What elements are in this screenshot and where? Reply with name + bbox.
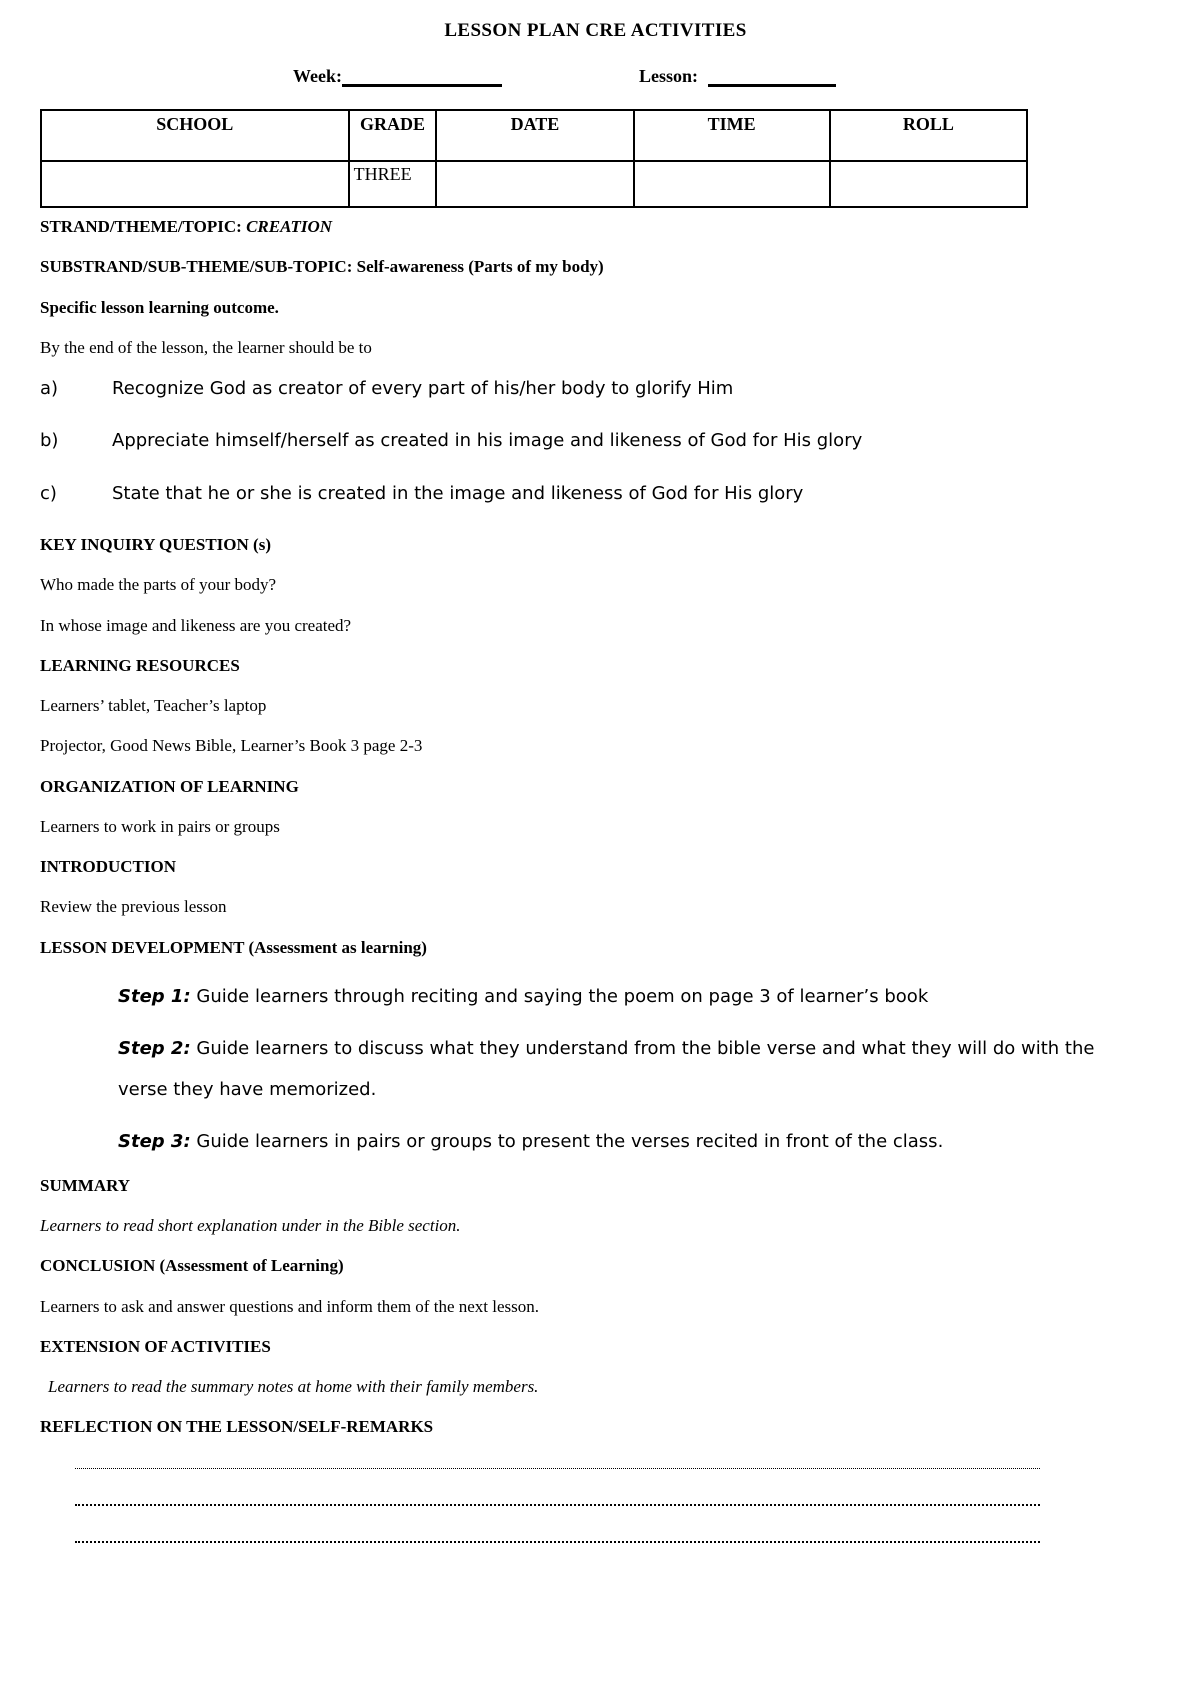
objective-b [40, 429, 1151, 452]
organization-heading: ORGANIZATION OF LEARNING [40, 776, 299, 796]
strand-label: STRAND/THEME/TOPIC: [40, 217, 242, 236]
extension-heading: EXTENSION OF ACTIVITIES [40, 1336, 271, 1356]
organization-text: Learners to work in pairs or groups [40, 816, 280, 836]
key-inquiry-question-1: Who made the parts of your body? [40, 575, 277, 595]
header-school: SCHOOL [41, 110, 349, 161]
objective-a-text: Recognize God as creator of every part of his/her body to glorify Him [112, 378, 734, 399]
reflection-write-line-1[interactable] [75, 1468, 1040, 1469]
strand-value: CREATION [246, 217, 333, 236]
objective-b-label: b) [40, 430, 59, 452]
resources-item-2: Projector, Good News Bible, Learner’s Book 3 page 2-3 [40, 736, 423, 756]
cell-grade[interactable]: THREE [349, 161, 437, 207]
summary-text: Learners to read short explanation under in the Bible section. [40, 1216, 461, 1236]
resources-heading: LEARNING RESOURCES [40, 655, 240, 675]
cell-date[interactable] [436, 161, 633, 207]
reflection-write-line-3[interactable] [75, 1541, 1040, 1543]
introduction-heading: INTRODUCTION [40, 857, 177, 877]
cell-time[interactable] [634, 161, 830, 207]
header-roll: ROLL [830, 110, 1027, 161]
step-1-text: Guide learners through reciting and saying the poem on page 3 of learner’s book [196, 985, 929, 1007]
objective-c [40, 482, 1151, 505]
cell-school[interactable] [41, 161, 349, 207]
table-header-row [41, 110, 1027, 161]
class-info-table [40, 109, 1028, 208]
reflection-heading: REFLECTION ON THE LESSON/SELF-REMARKS [40, 1417, 434, 1437]
lesson-label: Lesson: [639, 66, 699, 86]
substrand-line: SUBSTRAND/SUB-THEME/SUB-TOPIC: Self-awareness (Parts of my body) [40, 257, 604, 277]
step-2-text: Guide learners to discuss what they understand from the bible verse and what they will do with the verse they have memorized. [118, 1038, 1095, 1100]
week-lesson-row [293, 66, 1151, 87]
objective-c-text: State that he or she is created in the image and likeness of God for His glory [112, 482, 804, 504]
extension-text: Learners to read the summary notes at home with their family members. [48, 1377, 539, 1397]
table-row [41, 161, 1027, 207]
resources-item-1: Learners’ tablet, Teacher’s laptop [40, 696, 267, 716]
introduction-text: Review the previous lesson [40, 897, 227, 917]
header-time: TIME [634, 110, 830, 161]
key-inquiry-question-2: In whose image and likeness are you created? [40, 615, 352, 635]
conclusion-text: Learners to ask and answer questions and inform them of the next lesson. [40, 1296, 540, 1316]
development-heading: LESSON DEVELOPMENT (Assessment as learning) [40, 937, 427, 957]
objective-c-label: c) [40, 482, 57, 504]
step-1-label: Step 1: [118, 985, 191, 1007]
strand-topic-line [40, 216, 1151, 237]
week-blank-field[interactable] [342, 67, 502, 87]
cell-roll[interactable] [830, 161, 1027, 207]
step-2 [118, 1029, 1141, 1110]
document-title: LESSON PLAN CRE ACTIVITIES [444, 20, 747, 41]
week-label: Week: [293, 66, 342, 86]
step-2-label: Step 2: [118, 1038, 191, 1060]
outcome-heading: Specific lesson learning outcome. [40, 297, 279, 317]
objective-a [40, 377, 1151, 400]
step-3-label: Step 3: [118, 1131, 191, 1153]
header-grade: GRADE [349, 110, 437, 161]
reflection-write-line-2[interactable] [75, 1504, 1040, 1506]
objective-a-label: a) [40, 378, 59, 399]
key-inquiry-heading: KEY INQUIRY QUESTION (s) [40, 535, 271, 555]
conclusion-heading: CONCLUSION (Assessment of Learning) [40, 1256, 344, 1276]
step-3 [118, 1122, 1141, 1163]
header-date: DATE [436, 110, 633, 161]
lesson-group [639, 66, 836, 87]
outcome-intro: By the end of the lesson, the learner should be to [40, 337, 372, 357]
step-1 [118, 977, 1141, 1018]
objective-b-text: Appreciate himself/herself as created in his image and likeness of God for His glory [112, 430, 863, 452]
lesson-blank-field[interactable] [708, 67, 836, 87]
step-3-text: Guide learners in pairs or groups to present the verses recited in front of the class. [196, 1131, 944, 1153]
summary-heading: SUMMARY [40, 1175, 131, 1195]
